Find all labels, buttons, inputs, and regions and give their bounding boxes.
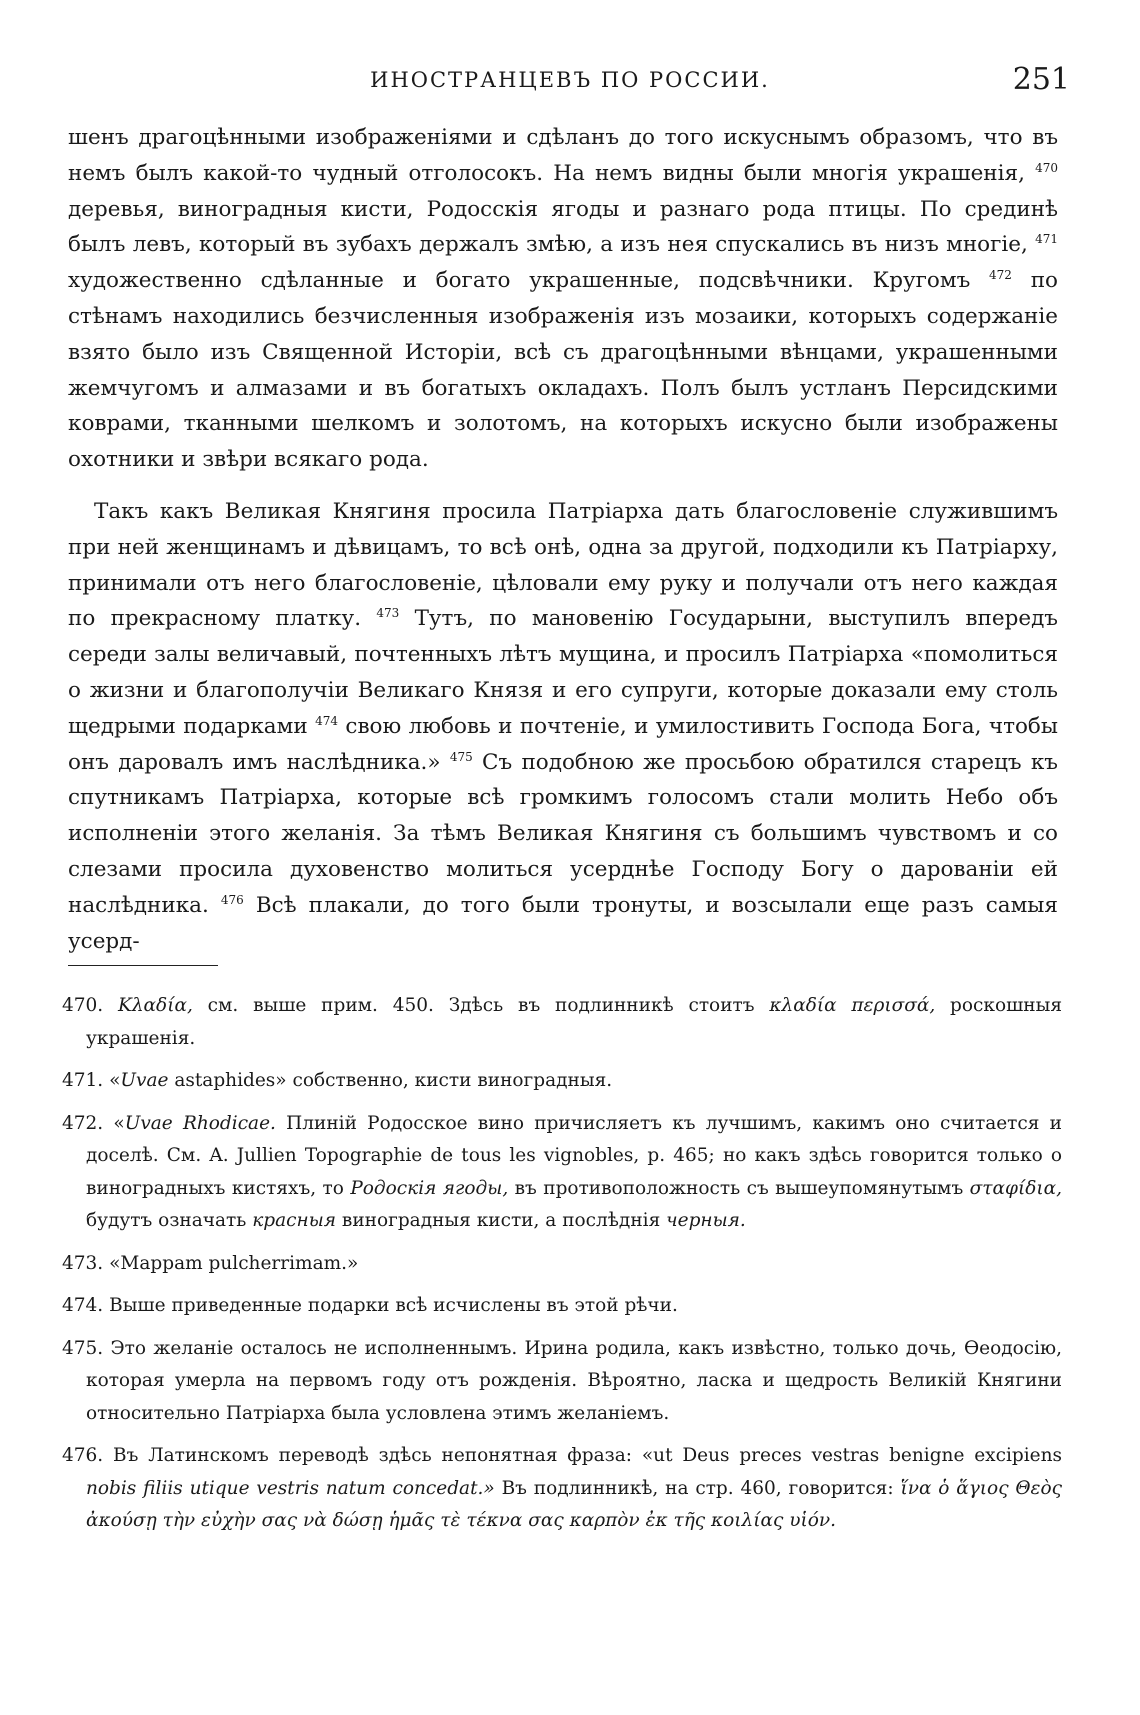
text-run: въ противоположность съ вышеупомянутымъ (514, 1177, 964, 1199)
text-run: Такъ какъ Великая Княгиня просила Патріарха дать благословеніе служившимъ при ней женщинамъ и дѣвицамъ, то всѣ онѣ, одна за другой, подходили къ Патріарху, принимали отъ него благословеніе, цѣловали ему руку и получали отъ него каждая по прекрасному платку. (68, 498, 1058, 632)
footnote-number: 472. (62, 1112, 104, 1134)
text-run: будутъ означать (86, 1210, 247, 1231)
footnote-ref-471[interactable]: 471 (1035, 232, 1058, 247)
italic-run: ἵνα ὁ ἅγιος Θεὸς ἀκούσῃ τὴν εὐχὴν σας νὰ δώσῃ ἡμᾶς τὲ τέκνα σας καρπὸν ἐκ τῆς κοιλίας υἱόν. (86, 1477, 1062, 1531)
text-run: astaphides» собственно, кисти виноградныя. (174, 1070, 613, 1091)
footnote-ref-474[interactable]: 474 (315, 713, 338, 728)
footnote-ref-470[interactable]: 470 (1035, 160, 1058, 175)
italic-run: κλαδία περισσά, (769, 995, 936, 1016)
text-run: Тутъ, по мановенію Государыни, выступилъ впередъ середи залы величавый, почтенныхъ лѣтъ мущина, и просилъ Патріарха «помолиться о жизни и благополучіи Великаго Князя и его супруги, которые доказали ему столь щедрыми подарками (68, 606, 1058, 739)
footnote-471 (62, 1065, 1062, 1098)
italic-run: Uvae Rhodicae. (124, 1112, 276, 1134)
italic-run: σταφίδια, (969, 1177, 1062, 1199)
text-run: свою любовь и почтеніе, и умилостивить Господа Бога, чтобы онъ даровалъ имъ наслѣдника.» (68, 713, 1058, 775)
footnote-number: 474. (62, 1295, 104, 1316)
text-run: « (109, 1070, 121, 1091)
footnote-476 (62, 1440, 1062, 1538)
text-run: Въ Латинскомъ переводѣ здѣсь непонятная фраза: «ut Deus preces vestras benigne excipiens (113, 1445, 1063, 1466)
footnote-number: 471. (62, 1070, 104, 1091)
page-number: 251 (1012, 62, 1070, 97)
italic-run: красныя (252, 1210, 337, 1231)
text-run: шенъ драгоцѣнными изображеніями и сдѣланъ до того искуснымъ образомъ, что въ немъ былъ какой-то чудный отголосокъ. На немъ видны были многія украшенія, (68, 125, 1058, 186)
text-run: роскошныя украшенія. (86, 995, 1063, 1049)
footnote-number: 473. (62, 1252, 104, 1274)
italic-run: Uvae (120, 1070, 169, 1091)
footnote-ref-473[interactable]: 473 (376, 606, 400, 621)
footnote-divider (68, 965, 218, 966)
text-run: Въ подлинникѣ, на стр. 460, говорится: (501, 1477, 894, 1499)
text-run: Выше приведенные подарки всѣ исчислены въ этой рѣчи. (109, 1295, 678, 1316)
footnote-475 (62, 1333, 1062, 1431)
italic-run: Κλαδία, (118, 995, 193, 1016)
text-run: см. выше прим. 450. Здѣсь въ подлинникѣ стоитъ (207, 995, 755, 1016)
footnote-ref-476[interactable]: 476 (220, 892, 244, 907)
footnotes (62, 990, 1062, 1548)
italic-run: черныя. (666, 1210, 746, 1231)
main-text (68, 120, 1058, 959)
footnote-number: 470. (62, 995, 104, 1016)
footnote-number: 475. (62, 1337, 104, 1359)
footnote-ref-475[interactable]: 475 (449, 749, 473, 764)
text-run: виноградныя кисти, а послѣднія (341, 1210, 661, 1231)
footnote-470 (62, 990, 1062, 1055)
paragraph-1 (68, 120, 1058, 478)
text-run: « (113, 1112, 125, 1134)
running-head: ИНОСТРАНЦЕВЪ ПО РОССИИ. (370, 68, 770, 92)
footnote-number: 476. (62, 1445, 104, 1466)
text-run: Плиній Родосское вино причисляетъ къ лучшимъ, какимъ оно считается и доселѣ. См. A. Jullien Topographie de tous les vignobles, p. 465; но какъ здѣсь говорится только о виноградныхъ кистяхъ, то (86, 1112, 1062, 1199)
text-run: Всѣ плакали, до того были тронуты, и возсылали еще разъ самыя усерд- (68, 892, 1058, 954)
footnote-472 (62, 1108, 1062, 1238)
footnote-473 (62, 1248, 1062, 1281)
italic-run: nobis filiis utique vestris natum concedat.» (86, 1477, 495, 1499)
paragraph-2 (68, 494, 1058, 959)
text-run: Это желаніе осталось не исполненнымъ. Ирина родила, какъ извѣстно, только дочь, Ѳеодосію, которая умерла на первомъ году отъ рожденія. Вѣроятно, ласка и щедрость Великій Княгини относительно Патріарха была условлена этимъ желаніемъ. (86, 1337, 1063, 1424)
page-header (70, 62, 1070, 102)
italic-run: Родоскія ягоды, (350, 1177, 509, 1199)
text-run: художественно сдѣланные и богато украшенные, подсвѣчники. Кругомъ (68, 268, 971, 294)
footnote-ref-472[interactable]: 472 (989, 268, 1012, 283)
footnote-474 (62, 1290, 1062, 1323)
text-run: Съ подобною же просьбою обратился старецъ къ спутникамъ Патріарха, которые всѣ громкимъ голосомъ стали молить Небо объ исполненіи этого желанія. За тѣмъ Великая Княгиня съ большимъ чувствомъ и со слезами просила духовенство молиться усерднѣе Господу Богу о дарованіи ей наслѣдника. (68, 749, 1058, 918)
text-run: «Mappam pulcherrimam.» (109, 1252, 359, 1274)
text-run: деревья, виноградныя кисти, Родосскія ягоды и разнаго рода птицы. По срединѣ былъ левъ, который въ зубахъ держалъ змѣю, а изъ нея спускались въ низъ многіе, (68, 196, 1058, 258)
text-run: по стѣнамъ находились безчисленныя изображенія изъ мозаики, которыхъ содержаніе взято было изъ Священной Исторіи, всѣ съ драгоцѣнными вѣнцами, украшенными жемчугомъ и алмазами и въ богатыхъ окладахъ. Полъ былъ устланъ Персидскими коврами, тканными шелкомъ и золотомъ, на которыхъ искусно были изображены охотники и звѣри всякаго рода. (68, 268, 1058, 473)
